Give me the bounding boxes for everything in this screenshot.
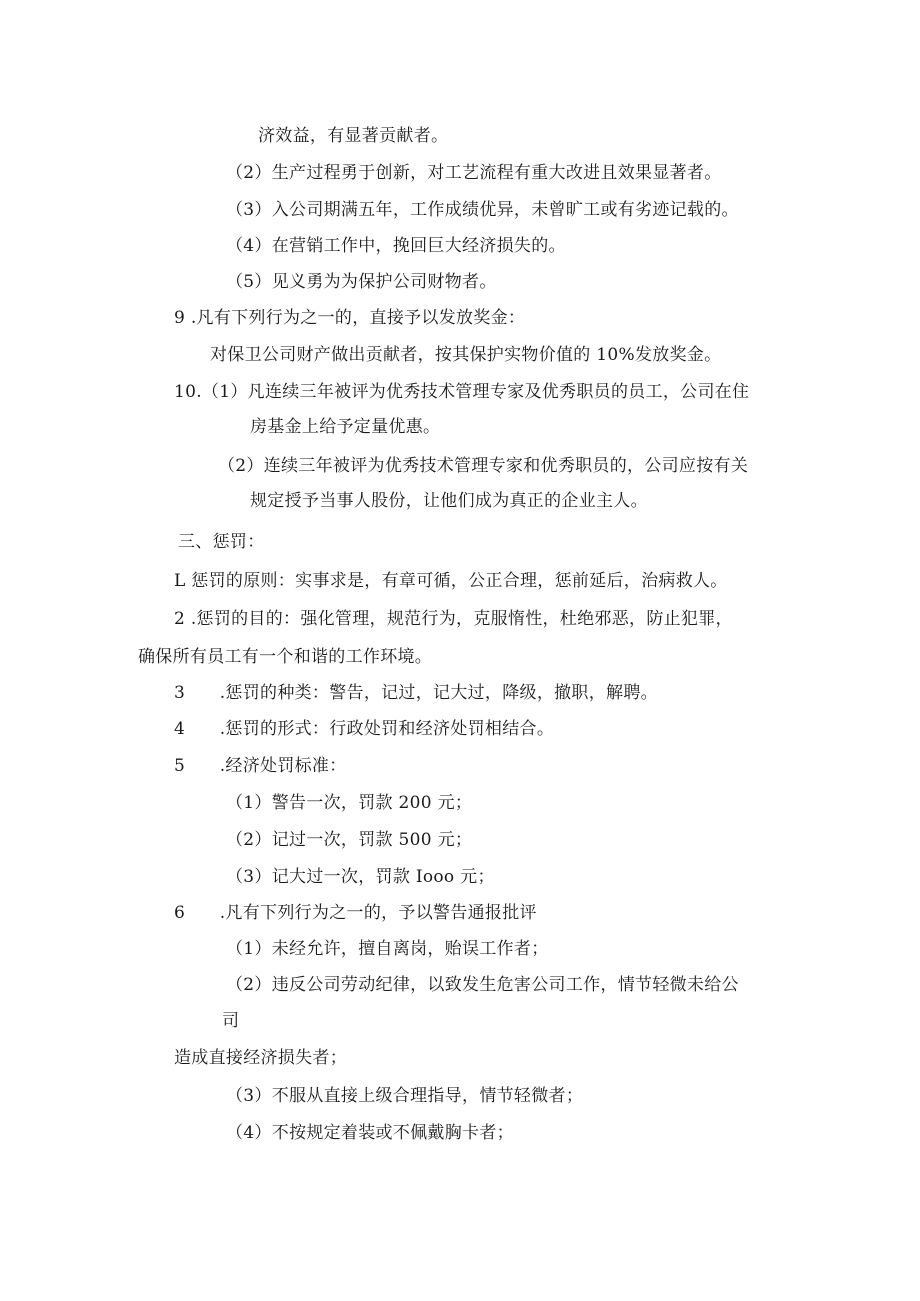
text-line: （2）生产过程勇于创新，对工艺流程有重大改进且效果显著者。 bbox=[226, 163, 722, 183]
text-line: （3）记大过一次，罚款 Iooo 元； bbox=[226, 867, 495, 887]
text-line: （4）在营销工作中，挽回巨大经济损失的。 bbox=[226, 236, 566, 256]
text-line: 规定授予当事人股份，让他们成为真正的企业主人。 bbox=[250, 491, 648, 511]
text-line: 2 .惩罚的目的：强化管理，规范行为，克服惰性，杜绝邪恶，防止犯罪， bbox=[174, 609, 733, 629]
section-heading: 三、惩罚： bbox=[178, 532, 265, 552]
text-line: 9 .凡有下列行为之一的，直接予以发放奖金： bbox=[174, 308, 526, 328]
text-line: 对保卫公司财产做出贡献者，按其保护实物价值的 10%发放奖金。 bbox=[210, 345, 722, 365]
text-line: （3）入公司期满五年，工作成绩优异，未曾旷工或有劣迹记载的。 bbox=[226, 200, 739, 220]
text-line: 4 .惩罚的形式：行政处罚和经济处罚相结合。 bbox=[174, 719, 555, 739]
text-line: L 惩罚的原则：实事求是，有章可循，公正合理，惩前延后，治病救人。 bbox=[174, 571, 728, 591]
text-line: （5）见义勇为为保护公司财物者。 bbox=[226, 272, 497, 292]
text-line: 5 .经济处罚标准： bbox=[174, 756, 347, 776]
text-line: （1）未经允许，擅自离岗，贻误工作者； bbox=[226, 939, 549, 959]
text-line: 司 bbox=[222, 1011, 240, 1031]
text-line: 济效益，有显著贡献者。 bbox=[258, 126, 449, 146]
text-line: （4）不按规定着装或不佩戴胸卡者； bbox=[226, 1123, 514, 1143]
text-line: （3）不服从直接上级合理指导，情节轻微者； bbox=[226, 1086, 584, 1106]
text-line: （2）连续三年被评为优秀技术管理专家和优秀职员的，公司应按有关 bbox=[218, 456, 749, 476]
text-line: 房基金上给予定量优惠。 bbox=[250, 417, 441, 437]
text-line: 6 .凡有下列行为之一的，予以警告通报批评 bbox=[174, 903, 537, 923]
text-line: 造成直接经济损失者； bbox=[174, 1048, 347, 1068]
text-line: （2）违反公司劳动纪律，以致发生危害公司工作，情节轻微未给公 bbox=[226, 975, 739, 995]
text-line: （1）警告一次，罚款 200 元； bbox=[226, 793, 473, 813]
text-line: 3 .惩罚的种类：警告，记过，记大过，降级，撤职，解聘。 bbox=[174, 683, 658, 703]
text-line: （2）记过一次，罚款 500 元； bbox=[226, 830, 473, 850]
text-line: 10.（1）凡连续三年被评为优秀技术管理专家及优秀职员的员工，公司在住 bbox=[174, 382, 750, 402]
text-line: 确保所有员工有一个和谐的工作环境。 bbox=[138, 647, 433, 667]
